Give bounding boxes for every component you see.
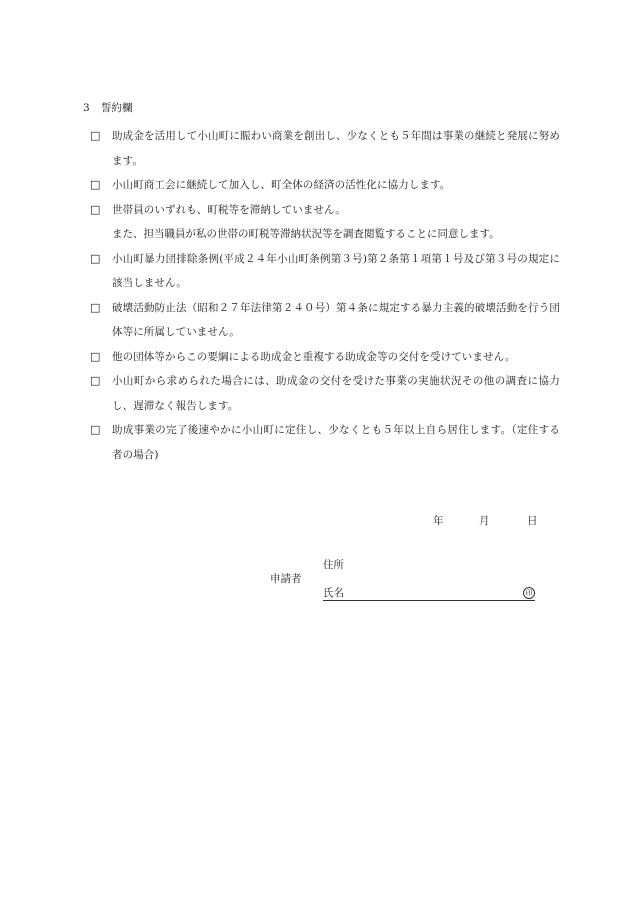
oath-item — [90, 369, 560, 418]
checkbox-icon[interactable]: □ — [90, 202, 101, 216]
checkbox-icon[interactable]: □ — [90, 300, 101, 314]
date-year-label: 年 — [433, 515, 444, 527]
checkbox-icon[interactable]: □ — [90, 423, 101, 436]
checkbox-icon[interactable]: □ — [90, 251, 101, 265]
oath-item-text: 他の団体等からこの要綱による助成金と重複する助成金等の交付を受けていません。 — [112, 350, 516, 363]
checkbox-icon[interactable]: □ — [90, 374, 101, 387]
seal-icon: 印 — [523, 587, 535, 599]
oath-item — [90, 198, 560, 247]
oath-item-text: 小山町から求められた場合には、助成金の交付を受けた事業の実施状況その他の調査に協力し、遅滞なく報告します。 — [112, 375, 560, 412]
oath-item-text: 破壊活動防止法（昭和２７年法律第２４０号）第４条に規定する暴力主義的破壊活動を行う団体等に所属していません。 — [112, 301, 560, 338]
oath-item-text: 小山町商工会に継続して加入し、町全体の経済の活性化に協力します。 — [112, 179, 451, 191]
oath-item — [90, 124, 560, 173]
oath-item — [90, 345, 560, 370]
oath-item — [90, 247, 560, 296]
checkbox-icon[interactable]: □ — [90, 129, 101, 142]
name-label: 氏名 — [323, 587, 344, 599]
oath-item-text: 世帯員のいずれも、町税等を滞納していません。 — [112, 203, 346, 216]
oath-item-subtext: また、担当職員が私の世帯の町税等滞納状況等を調査閲覧することに同意します。 — [112, 228, 500, 240]
address-label: 住所 — [323, 559, 344, 571]
date-line — [433, 513, 538, 528]
name-field[interactable] — [323, 586, 535, 601]
oath-list — [90, 124, 560, 467]
oath-item — [90, 296, 560, 345]
date-day-label: 日 — [527, 515, 538, 527]
oath-item — [90, 418, 560, 467]
checkbox-icon[interactable]: □ — [90, 349, 101, 363]
section-title: 誓約欄 — [101, 102, 133, 114]
section-number: 3 — [83, 102, 90, 114]
oath-item-text: 助成事業の完了後速やかに小山町に定住し、少なくとも５年以上自ら居住します。（定住する者の場合) — [112, 424, 560, 461]
date-month-label: 月 — [479, 515, 490, 527]
checkbox-icon[interactable]: □ — [90, 178, 101, 191]
oath-item-text: 小山町暴力団排除条例(平成２４年小山町条例第３号)第２条第１項第１号及び第３号の規定に該当しません。 — [112, 252, 560, 289]
applicant-label: 申請者 — [270, 573, 302, 585]
oath-item-text: 助成金を活用して小山町に賑わい商業を創出し、少なくとも５年間は事業の継続と発展に努めます。 — [112, 130, 560, 167]
oath-item — [90, 173, 560, 198]
section-heading — [83, 100, 133, 115]
